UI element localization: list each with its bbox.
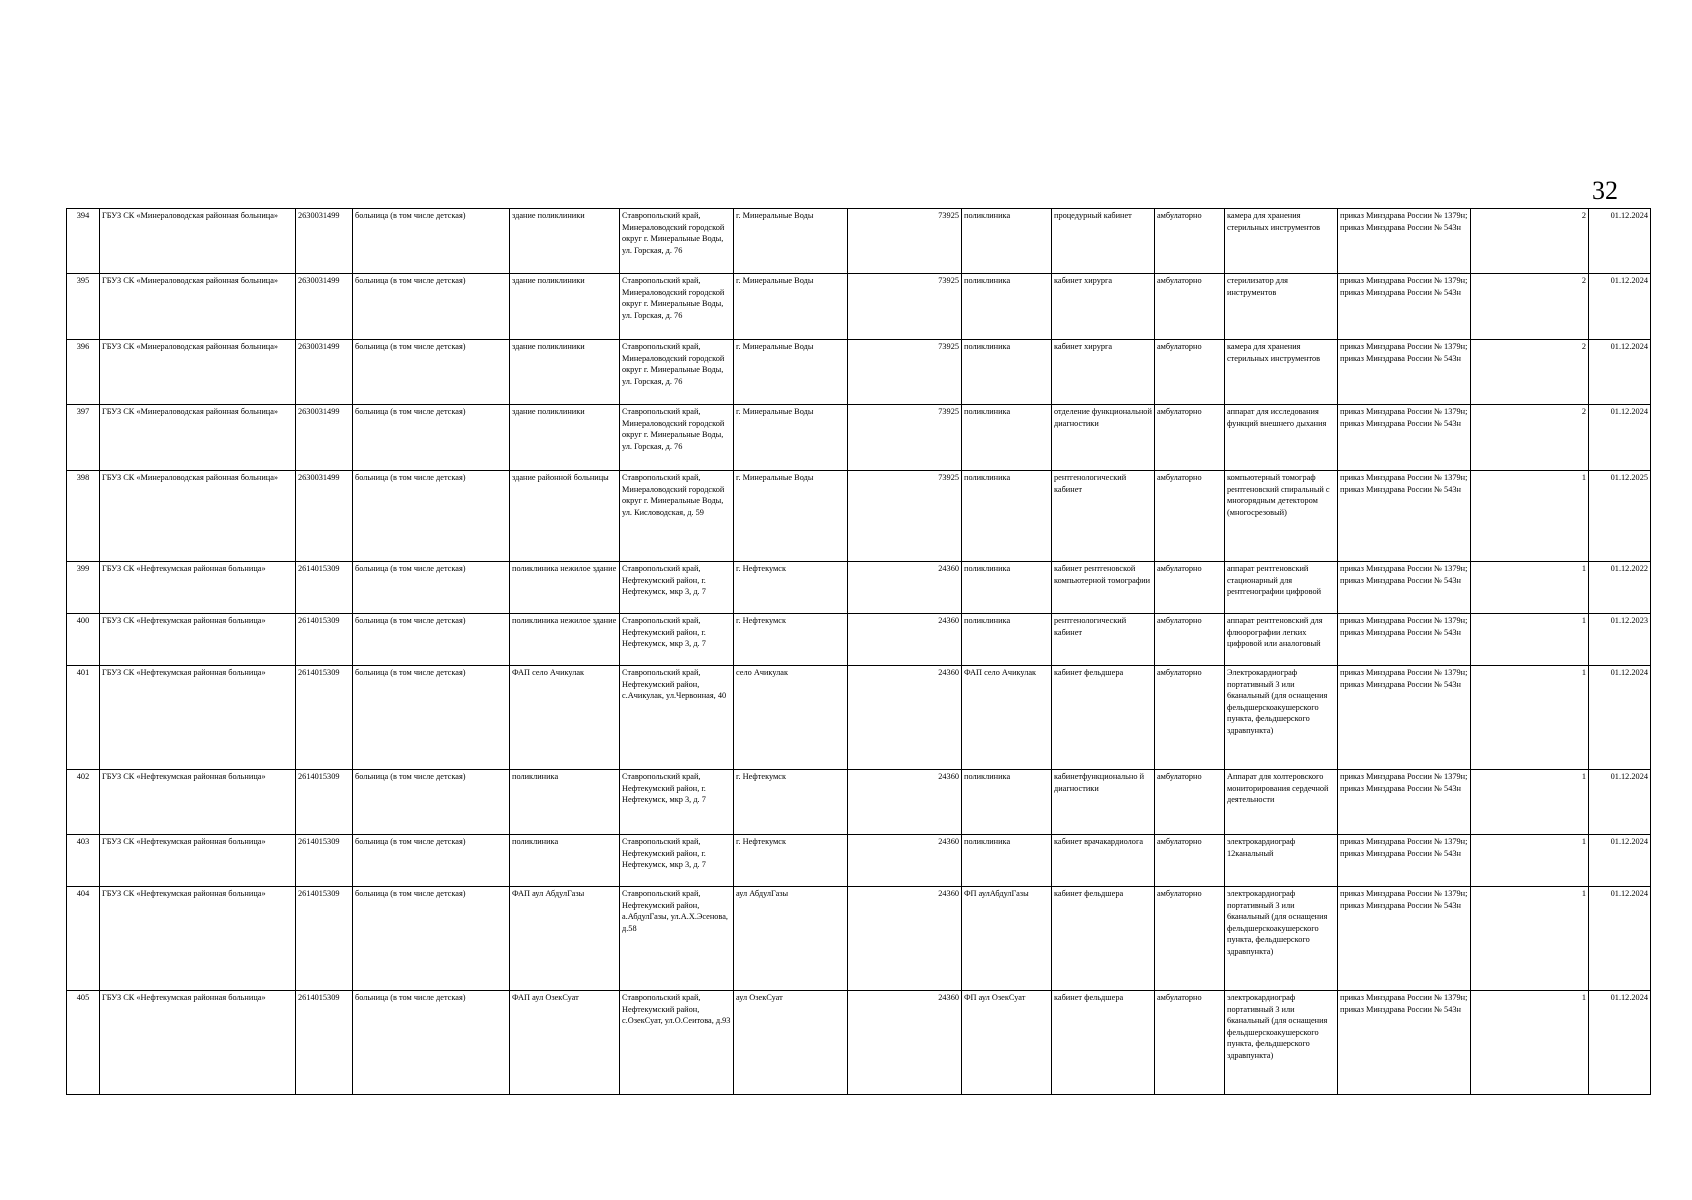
cell-care-mode: амбулаторно: [1155, 770, 1225, 835]
cell-equipment: камера для хранения стерильных инструментов: [1225, 340, 1338, 405]
cell-organization: ГБУЗ СК «Нефтекумская районная больница»: [100, 770, 296, 835]
cell-care-mode: амбулаторно: [1155, 666, 1225, 770]
cell-quantity: 2: [1471, 209, 1589, 274]
cell-room: кабинет рентгеновской компьютерной томографии: [1052, 562, 1155, 614]
cell-address: Ставропольский край, Нефтекумский район, г. Нефтекумск, мкр 3, д. 7: [620, 770, 734, 835]
cell-settlement: село Ачикулак: [734, 666, 848, 770]
cell-organization: ГБУЗ СК «Минераловодская районная больница»: [100, 405, 296, 471]
cell-inn: 2630031499: [296, 405, 353, 471]
cell-room: кабинет фельдшера: [1052, 991, 1155, 1095]
cell-subdivision: ФП аул ОзекСуат: [962, 991, 1052, 1095]
cell-organization: ГБУЗ СК «Нефтекумская районная больница»: [100, 887, 296, 991]
cell-row-number: 401: [67, 666, 100, 770]
cell-care-mode: амбулаторно: [1155, 991, 1225, 1095]
cell-care-mode: амбулаторно: [1155, 274, 1225, 340]
cell-inn: 2614015309: [296, 770, 353, 835]
cell-equipment: электрокардиограф портативный 3 или 6канальный (для оснащения фельдшерскоакушерского пункта, фельдшерского здравпункта): [1225, 991, 1338, 1095]
cell-oktmo-code: 73925: [848, 340, 962, 405]
cell-subdivision: поликлиника: [962, 770, 1052, 835]
cell-facility-type: больница (в том числе детская): [353, 887, 510, 991]
page-number: 32: [1592, 176, 1618, 205]
cell-facility-type: больница (в том числе детская): [353, 770, 510, 835]
cell-equipment: компьютерный томограф рентгеновский спиральный с многорядным детектором (многосрезовый): [1225, 471, 1338, 562]
cell-care-mode: амбулаторно: [1155, 835, 1225, 887]
cell-building: здание поликлиники: [510, 405, 620, 471]
cell-equipment: стерилизатор для инструментов: [1225, 274, 1338, 340]
table-row: [67, 887, 1651, 991]
cell-room: рентгенологический кабинет: [1052, 471, 1155, 562]
cell-facility-type: больница (в том числе детская): [353, 340, 510, 405]
cell-care-mode: амбулаторно: [1155, 887, 1225, 991]
cell-order-reference: приказ Минздрава России № 1379н; приказ Минздрава России № 543н: [1338, 562, 1471, 614]
cell-inn: 2614015309: [296, 991, 353, 1095]
cell-address: Ставропольский край, Нефтекумский район, а.АбдулГазы, ул.А.Х.Эсенова, д.58: [620, 887, 734, 991]
cell-quantity: 1: [1471, 471, 1589, 562]
cell-subdivision: поликлиника: [962, 405, 1052, 471]
cell-row-number: 402: [67, 770, 100, 835]
cell-subdivision: поликлиника: [962, 471, 1052, 562]
table-row: [67, 471, 1651, 562]
cell-oktmo-code: 24360: [848, 835, 962, 887]
cell-oktmo-code: 24360: [848, 666, 962, 770]
cell-quantity: 1: [1471, 562, 1589, 614]
cell-building: ФАП аул АбдулГазы: [510, 887, 620, 991]
cell-oktmo-code: 24360: [848, 770, 962, 835]
cell-quantity: 1: [1471, 887, 1589, 991]
cell-inn: 2614015309: [296, 562, 353, 614]
cell-oktmo-code: 73925: [848, 274, 962, 340]
cell-settlement: г. Минеральные Воды: [734, 405, 848, 471]
cell-address: Ставропольский край, Нефтекумский район, г. Нефтекумск, мкр 3, д. 7: [620, 835, 734, 887]
cell-date: 01.12.2024: [1589, 887, 1651, 991]
cell-quantity: 2: [1471, 274, 1589, 340]
cell-row-number: 397: [67, 405, 100, 471]
cell-room: кабинет хирурга: [1052, 340, 1155, 405]
cell-building: ФАП аул ОзекСуат: [510, 991, 620, 1095]
cell-inn: 2630031499: [296, 471, 353, 562]
cell-address: Ставропольский край, Минераловодский городской округ г. Минеральные Воды, ул. Кисловодская, д. 59: [620, 471, 734, 562]
cell-inn: 2630031499: [296, 274, 353, 340]
cell-facility-type: больница (в том числе детская): [353, 991, 510, 1095]
cell-address: Ставропольский край, Минераловодский городской округ г. Минеральные Воды, ул. Горская, д. 76: [620, 274, 734, 340]
cell-equipment: аппарат рентгеновский стационарный для рентгенографии цифровой: [1225, 562, 1338, 614]
cell-oktmo-code: 24360: [848, 887, 962, 991]
cell-facility-type: больница (в том числе детская): [353, 835, 510, 887]
cell-order-reference: приказ Минздрава России № 1379н; приказ Минздрава России № 543н: [1338, 991, 1471, 1095]
cell-organization: ГБУЗ СК «Нефтекумская районная больница»: [100, 835, 296, 887]
cell-order-reference: приказ Минздрава России № 1379н; приказ Минздрава России № 543н: [1338, 209, 1471, 274]
cell-equipment: аппарат рентгеновский для флюорографии легких цифровой или аналоговый: [1225, 614, 1338, 666]
cell-facility-type: больница (в том числе детская): [353, 666, 510, 770]
cell-order-reference: приказ Минздрава России № 1379н; приказ Минздрава России № 543н: [1338, 666, 1471, 770]
cell-building: здание поликлиники: [510, 209, 620, 274]
cell-order-reference: приказ Минздрава России № 1379н; приказ Минздрава России № 543н: [1338, 405, 1471, 471]
cell-date: 01.12.2024: [1589, 340, 1651, 405]
cell-inn: 2614015309: [296, 666, 353, 770]
cell-room: кабинетфункционально й диагностики: [1052, 770, 1155, 835]
cell-room: кабинет фельдшера: [1052, 666, 1155, 770]
cell-address: Ставропольский край, Нефтекумский район, г. Нефтекумск, мкр 3, д. 7: [620, 614, 734, 666]
cell-equipment: камера для хранения стерильных инструментов: [1225, 209, 1338, 274]
table-row: [67, 666, 1651, 770]
cell-building: ФАП село Ачикулак: [510, 666, 620, 770]
cell-order-reference: приказ Минздрава России № 1379н; приказ Минздрава России № 543н: [1338, 770, 1471, 835]
table-row: [67, 562, 1651, 614]
cell-settlement: аул АбдулГазы: [734, 887, 848, 991]
cell-row-number: 398: [67, 471, 100, 562]
cell-subdivision: поликлиника: [962, 340, 1052, 405]
cell-subdivision: ФАП село Ачикулак: [962, 666, 1052, 770]
cell-subdivision: поликлиника: [962, 835, 1052, 887]
cell-order-reference: приказ Минздрава России № 1379н; приказ Минздрава России № 543н: [1338, 835, 1471, 887]
table-row: [67, 405, 1651, 471]
cell-row-number: 396: [67, 340, 100, 405]
cell-care-mode: амбулаторно: [1155, 340, 1225, 405]
cell-inn: 2614015309: [296, 835, 353, 887]
cell-address: Ставропольский край, Минераловодский городской округ г. Минеральные Воды, ул. Горская, д. 76: [620, 209, 734, 274]
cell-date: 01.12.2024: [1589, 770, 1651, 835]
cell-organization: ГБУЗ СК «Нефтекумская районная больница»: [100, 666, 296, 770]
cell-room: кабинет фельдшера: [1052, 887, 1155, 991]
cell-date: 01.12.2024: [1589, 274, 1651, 340]
cell-building: здание районной больницы: [510, 471, 620, 562]
cell-organization: ГБУЗ СК «Нефтекумская районная больница»: [100, 991, 296, 1095]
cell-organization: ГБУЗ СК «Минераловодская районная больница»: [100, 209, 296, 274]
equipment-registry-table: [66, 208, 1651, 1095]
cell-inn: 2614015309: [296, 887, 353, 991]
cell-date: 01.12.2023: [1589, 614, 1651, 666]
table-row: [67, 614, 1651, 666]
cell-organization: ГБУЗ СК «Минераловодская районная больница»: [100, 274, 296, 340]
cell-facility-type: больница (в том числе детская): [353, 562, 510, 614]
cell-date: 01.12.2022: [1589, 562, 1651, 614]
cell-address: Ставропольский край, Нефтекумский район, г. Нефтекумск, мкр 3, д. 7: [620, 562, 734, 614]
cell-order-reference: приказ Минздрава России № 1379н; приказ Минздрава России № 543н: [1338, 614, 1471, 666]
table-row: [67, 340, 1651, 405]
table-row: [67, 835, 1651, 887]
cell-care-mode: амбулаторно: [1155, 614, 1225, 666]
cell-row-number: 399: [67, 562, 100, 614]
table-row: [67, 209, 1651, 274]
table-row: [67, 991, 1651, 1095]
cell-care-mode: амбулаторно: [1155, 405, 1225, 471]
cell-equipment: электрокардиограф 12канальный: [1225, 835, 1338, 887]
cell-date: 01.12.2024: [1589, 991, 1651, 1095]
cell-equipment: электрокардиограф портативный 3 или 6канальный (для оснащения фельдшерскоакушерского пункта, фельдшерского здравпункта): [1225, 887, 1338, 991]
cell-quantity: 2: [1471, 340, 1589, 405]
cell-care-mode: амбулаторно: [1155, 562, 1225, 614]
cell-building: поликлиника: [510, 835, 620, 887]
cell-room: кабинет хирурга: [1052, 274, 1155, 340]
cell-row-number: 395: [67, 274, 100, 340]
cell-building: поликлиника нежилое здание: [510, 562, 620, 614]
cell-settlement: г. Нефтекумск: [734, 614, 848, 666]
cell-settlement: г. Минеральные Воды: [734, 274, 848, 340]
cell-care-mode: амбулаторно: [1155, 209, 1225, 274]
cell-building: поликлиника: [510, 770, 620, 835]
cell-quantity: 1: [1471, 770, 1589, 835]
cell-settlement: г. Минеральные Воды: [734, 471, 848, 562]
cell-inn: 2630031499: [296, 340, 353, 405]
cell-row-number: 400: [67, 614, 100, 666]
cell-building: здание поликлиники: [510, 274, 620, 340]
cell-subdivision: поликлиника: [962, 614, 1052, 666]
cell-facility-type: больница (в том числе детская): [353, 471, 510, 562]
cell-organization: ГБУЗ СК «Минераловодская районная больница»: [100, 471, 296, 562]
cell-row-number: 404: [67, 887, 100, 991]
cell-quantity: 1: [1471, 614, 1589, 666]
cell-oktmo-code: 73925: [848, 471, 962, 562]
cell-date: 01.12.2024: [1589, 209, 1651, 274]
cell-address: Ставропольский край, Минераловодский городской округ г. Минеральные Воды, ул. Горская, д. 76: [620, 405, 734, 471]
cell-quantity: 1: [1471, 835, 1589, 887]
cell-organization: ГБУЗ СК «Минераловодская районная больница»: [100, 340, 296, 405]
cell-settlement: г. Минеральные Воды: [734, 209, 848, 274]
cell-facility-type: больница (в том числе детская): [353, 209, 510, 274]
cell-facility-type: больница (в том числе детская): [353, 274, 510, 340]
cell-date: 01.12.2024: [1589, 666, 1651, 770]
cell-address: Ставропольский край, Нефтекумский район, с.Ачикулак, ул.Червонная, 40: [620, 666, 734, 770]
table-row: [67, 274, 1651, 340]
cell-order-reference: приказ Минздрава России № 1379н; приказ Минздрава России № 543н: [1338, 887, 1471, 991]
cell-oktmo-code: 24360: [848, 562, 962, 614]
cell-room: кабинет врачакардиолога: [1052, 835, 1155, 887]
cell-subdivision: ФП аулАбдулГазы: [962, 887, 1052, 991]
cell-room: отделение функциональной диагностики: [1052, 405, 1155, 471]
cell-subdivision: поликлиника: [962, 274, 1052, 340]
cell-equipment: аппарат для исследования функций внешнего дыхания: [1225, 405, 1338, 471]
cell-row-number: 405: [67, 991, 100, 1095]
cell-care-mode: амбулаторно: [1155, 471, 1225, 562]
cell-organization: ГБУЗ СК «Нефтекумская районная больница»: [100, 562, 296, 614]
cell-settlement: аул ОзекСуат: [734, 991, 848, 1095]
cell-date: 01.12.2024: [1589, 835, 1651, 887]
cell-oktmo-code: 73925: [848, 209, 962, 274]
cell-settlement: г. Нефтекумск: [734, 562, 848, 614]
cell-row-number: 403: [67, 835, 100, 887]
cell-room: процедурный кабинет: [1052, 209, 1155, 274]
cell-inn: 2630031499: [296, 209, 353, 274]
cell-settlement: г. Нефтекумск: [734, 770, 848, 835]
cell-order-reference: приказ Минздрава России № 1379н; приказ Минздрава России № 543н: [1338, 471, 1471, 562]
cell-inn: 2614015309: [296, 614, 353, 666]
cell-quantity: 1: [1471, 991, 1589, 1095]
cell-facility-type: больница (в том числе детская): [353, 405, 510, 471]
cell-oktmo-code: 73925: [848, 405, 962, 471]
cell-oktmo-code: 24360: [848, 614, 962, 666]
cell-row-number: 394: [67, 209, 100, 274]
cell-organization: ГБУЗ СК «Нефтекумская районная больница»: [100, 614, 296, 666]
cell-date: 01.12.2024: [1589, 405, 1651, 471]
cell-building: здание поликлиники: [510, 340, 620, 405]
cell-building: поликлиника нежилое здание: [510, 614, 620, 666]
cell-oktmo-code: 24360: [848, 991, 962, 1095]
cell-quantity: 2: [1471, 405, 1589, 471]
cell-order-reference: приказ Минздрава России № 1379н; приказ Минздрава России № 543н: [1338, 340, 1471, 405]
cell-date: 01.12.2025: [1589, 471, 1651, 562]
cell-subdivision: поликлиника: [962, 562, 1052, 614]
cell-settlement: г. Нефтекумск: [734, 835, 848, 887]
cell-subdivision: поликлиника: [962, 209, 1052, 274]
cell-equipment: Аппарат для холтеровского мониторирования сердечной деятельности: [1225, 770, 1338, 835]
cell-address: Ставропольский край, Нефтекумский район, с.ОзекСуат, ул.О.Сеитова, д.93: [620, 991, 734, 1095]
cell-facility-type: больница (в том числе детская): [353, 614, 510, 666]
cell-quantity: 1: [1471, 666, 1589, 770]
cell-address: Ставропольский край, Минераловодский городской округ г. Минеральные Воды, ул. Горская, д. 76: [620, 340, 734, 405]
table-row: [67, 770, 1651, 835]
cell-room: рентгенологический кабинет: [1052, 614, 1155, 666]
cell-equipment: Электрокардиограф портативный 3 или 6канальный (для оснащения фельдшерскоакушерского пункта, фельдшерского здравпункта): [1225, 666, 1338, 770]
cell-settlement: г. Минеральные Воды: [734, 340, 848, 405]
cell-order-reference: приказ Минздрава России № 1379н; приказ Минздрава России № 543н: [1338, 274, 1471, 340]
